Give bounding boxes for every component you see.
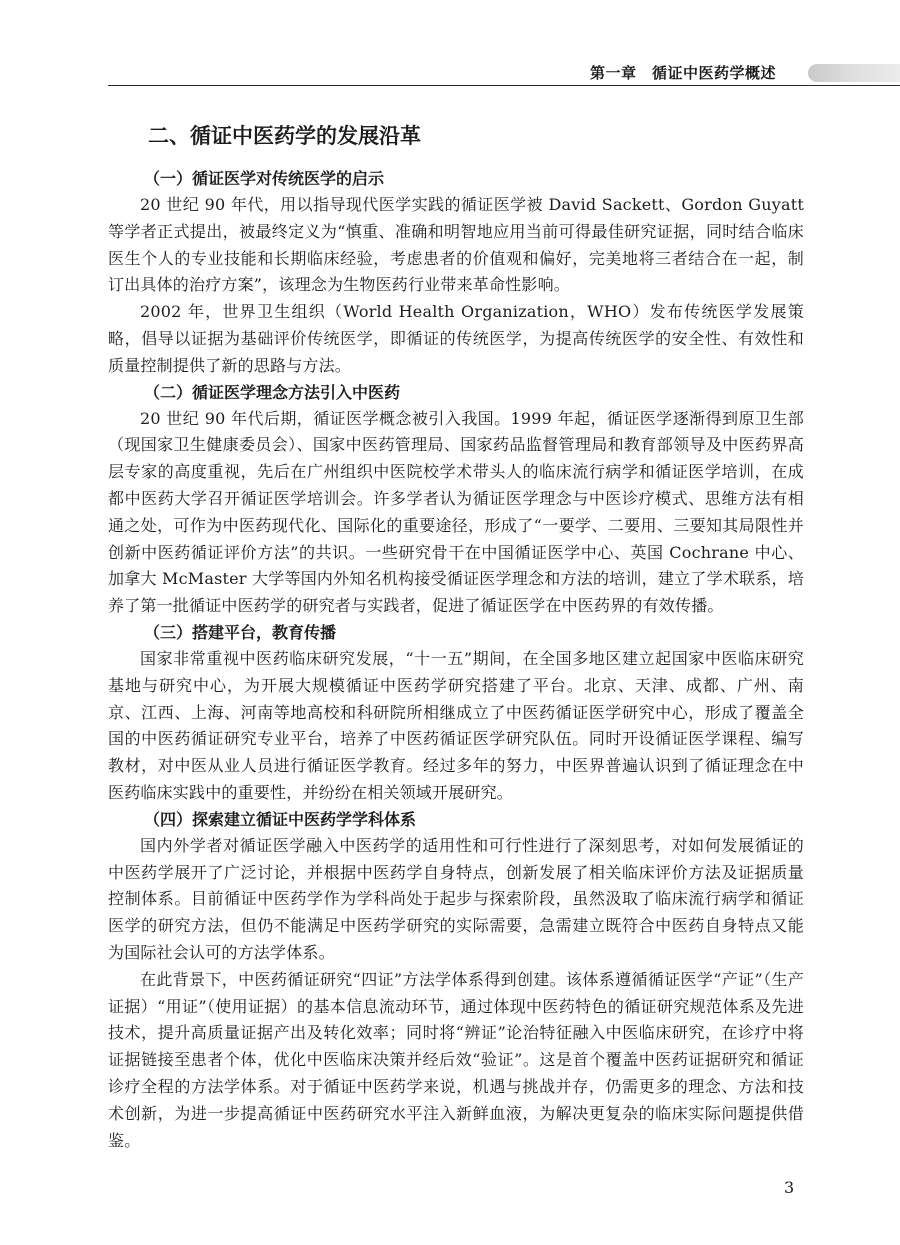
header-tab-decoration: [808, 64, 900, 82]
running-header: [0, 0, 900, 88]
subsection-1: [108, 166, 804, 380]
subsection-heading: （四）探索建立循证中医药学学科体系: [144, 809, 417, 829]
page-body: [108, 112, 804, 1154]
subsection-2: [108, 380, 804, 620]
subsection-heading: （二）循证医学理念方法引入中医药: [144, 382, 401, 402]
paragraph: 2002 年，世界卫生组织（World Health Organization，WHO）发布传统医学发展策略，倡导以证据为基础评价传统医学，即循证的传统医学，为提高传统医学的安全性、有效性和质量控制提供了新的思路与方法。: [108, 302, 804, 375]
subsection-heading: （三）搭建平台，教育传播: [144, 622, 337, 642]
page-number: 3: [784, 1178, 795, 1197]
subsection-heading: （一）循证医学对传统医学的启示: [144, 169, 385, 188]
paragraph: 20 世纪 90 年代，用以指导现代医学实践的循证医学被 David Sackett、Gordon Guyatt 等学者正式提出，被最终定义为“慎重、准确和明智地应用当前可得最佳研究证据，同时结合临床医生个人的专业技能和长期临床经验，考虑患者的价值观和偏好，完美地将三者结合在一起，制订出具体的治疗方案”，该理念为生物医药行业带来革命性影响。: [108, 195, 804, 295]
section-title: 二、循证中医药学的发展沿革: [148, 124, 421, 148]
header-divider: [108, 85, 900, 86]
paragraph: 国内外学者对循证医学融入中医药学的适用性和可行性进行了深刻思考，对如何发展循证的中医药学展开了广泛讨论，并根据中医药学自身特点，创新发展了相关临床评价方法及证据质量控制体系。目前循证中医药学作为学科尚处于起步与探索阶段，虽然汲取了临床流行病学和循证医学的研究方法，但仍不能满足中医药学研究的实际需要，急需建立既符合中医药自身特点又能为国际社会认可的方法学体系。: [108, 835, 804, 962]
paragraph: 在此背景下，中医药循证研究“四证”方法学体系得到创建。该体系遵循循证医学“产证”（生产证据）“用证”（使用证据）的基本信息流动环节，通过体现中医药特色的循证研究规范体系及先进技术，提升高质量证据产出及转化效率；同时将“辨证”论治特征融入中医临床研究，在诊疗中将证据链接至患者个体，优化中医临床决策并经后效“验证”。这是首个覆盖中医药证据研究和循证诊疗全程的方法学体系。对于循证中医药学来说，机遇与挑战并存，仍需更多的理念、方法和技术创新，为进一步提高循证中医药研究水平注入新鲜血液，为解决更复杂的临床实际问题提供借鉴。: [108, 969, 804, 1150]
chapter-title: 第一章 循证中医药学概述: [590, 64, 777, 82]
paragraph: 国家非常重视中医药临床研究发展，“十一五”期间，在全国多地区建立起国家中医临床研究基地与研究中心，为开展大规模循证中医药学研究搭建了平台。北京、天津、成都、广州、南京、江西、上海、河南等地高校和科研院所相继成立了中医药循证医学研究中心，形成了覆盖全国的中医药循证研究专业平台，培养了中医药循证医学研究队伍。同时开设循证医学课程、编写教材，对中医从业人员进行循证医学教育。经过多年的努力，中医界普遍认识到了循证理念在中医药临床实践中的重要性，并纷纷在相关领域开展研究。: [108, 648, 804, 802]
subsection-3: [108, 620, 804, 807]
paragraph: 20 世纪 90 年代后期，循证医学概念被引入我国。1999 年起，循证医学逐渐得到原卫生部（现国家卫生健康委员会）、国家中医药管理局、国家药品监督管理局和教育部领导及中医药界高层专家的高度重视，先后在广州组织中医院校学术带头人的临床流行病学和循证医学培训，在成都中医药大学召开循证医学培训会。许多学者认为循证医学理念与中医诊疗模式、思维方法有相通之处，可作为中医药现代化、国际化的重要途径，形成了“一要学、二要用、三要知其局限性并创新中医药循证评价方法”的共识。一些研究骨干在中国循证医学中心、英国 Cochrane 中心、加拿大 McMaster 大学等国内外知名机构接受循证医学理念和方法的培训，建立了学术联系，培养了第一批循证中医药学的研究者与实践者，促进了循证医学在中医药界的有效传播。: [108, 408, 804, 616]
subsection-4: [108, 807, 804, 1155]
